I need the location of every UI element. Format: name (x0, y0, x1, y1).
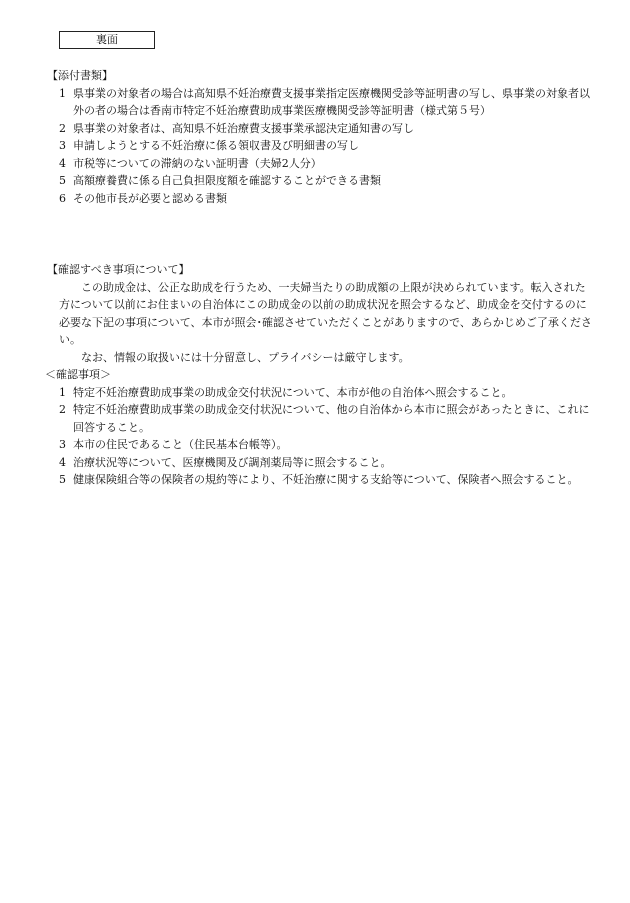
back-side-label: 裏面 (59, 31, 155, 49)
item-text: 治療状況等について、医療機関及び調剤薬局等に照会すること。 (73, 455, 392, 469)
confirmation-item-1 (47, 384, 592, 402)
attachment-item-2 (47, 120, 592, 138)
item-number: 3 (59, 139, 66, 152)
item-text: 県事業の対象者は、高知県不妊治療費支援事業承認決定通知書の写し (73, 121, 414, 135)
attachment-item-1 (47, 85, 592, 120)
item-text: 県事業の対象者の場合は高知県不妊治療費支援事業指定医療機関受診等証明書の写し、県事業の対象者以外の者の場合は香南市特定不妊治療費助成事業医療機関受診等証明書（様式第５号） (73, 86, 590, 117)
attachment-item-4 (47, 155, 592, 173)
confirmation-heading: 【確認すべき事項について】 (47, 263, 190, 276)
item-text: 申請しようとする不妊治療に係る領収書及び明細書の写し (73, 139, 359, 152)
item-text: 高額療養費に係る自己負担限度額を確認することができる書類 (73, 174, 381, 187)
item-number: 2 (59, 121, 66, 135)
item-number: 2 (59, 403, 66, 416)
item-number: 4 (59, 455, 66, 469)
item-text: 市税等についての滞納のない証明書（夫婦2人分） (73, 156, 322, 170)
item-number: 5 (59, 473, 66, 486)
confirmation-section (47, 261, 592, 489)
attachment-item-3 (47, 137, 592, 155)
confirmation-paragraph-2: なお、情報の取扱いには十分留意し、プライバシーは厳守します。 (81, 350, 410, 364)
confirmation-item-2 (47, 401, 592, 436)
item-number: 3 (59, 438, 66, 451)
item-text: 本市の住民であること（住民基本台帳等）。 (73, 438, 288, 451)
item-text: 健康保険組合等の保険者の規約等により、不妊治療に関する支給等について、保険者へ照会すること。 (73, 473, 579, 486)
attachments-section (47, 67, 592, 207)
confirmation-item-5 (47, 471, 592, 489)
item-number: 4 (59, 156, 66, 170)
attachments-heading: 【添付書類】 (47, 69, 113, 82)
confirmation-paragraph-1: この助成金は、公正な助成を行うため、一夫婦当たりの助成額の上限が決められています。転入された方について以前にお住まいの自治体にこの助成金の以前の助成状況を照会するなど、助成金を交付するのに必要な下記の事項について、本市が照会･確認させていただくことがありますので、あらかじめご了承ください。 (59, 280, 592, 346)
attachment-item-5 (47, 172, 592, 190)
confirmation-item-3 (47, 436, 592, 454)
item-text: その他市長が必要と認める書類 (73, 191, 227, 205)
item-text: 特定不妊治療費助成事業の助成金交付状況について、他の自治体から本市に照会があったときに、これに回答すること。 (73, 403, 590, 434)
attachment-item-6 (47, 190, 592, 208)
confirmation-item-4 (47, 454, 592, 472)
confirmation-subheading: ＜確認事項＞ (45, 368, 111, 381)
item-number: 6 (59, 191, 66, 205)
item-number: 5 (59, 174, 66, 187)
item-number: 1 (59, 86, 66, 100)
item-number: 1 (59, 385, 66, 399)
item-text: 特定不妊治療費助成事業の助成金交付状況について、本市が他の自治体へ照会すること。 (73, 385, 513, 399)
